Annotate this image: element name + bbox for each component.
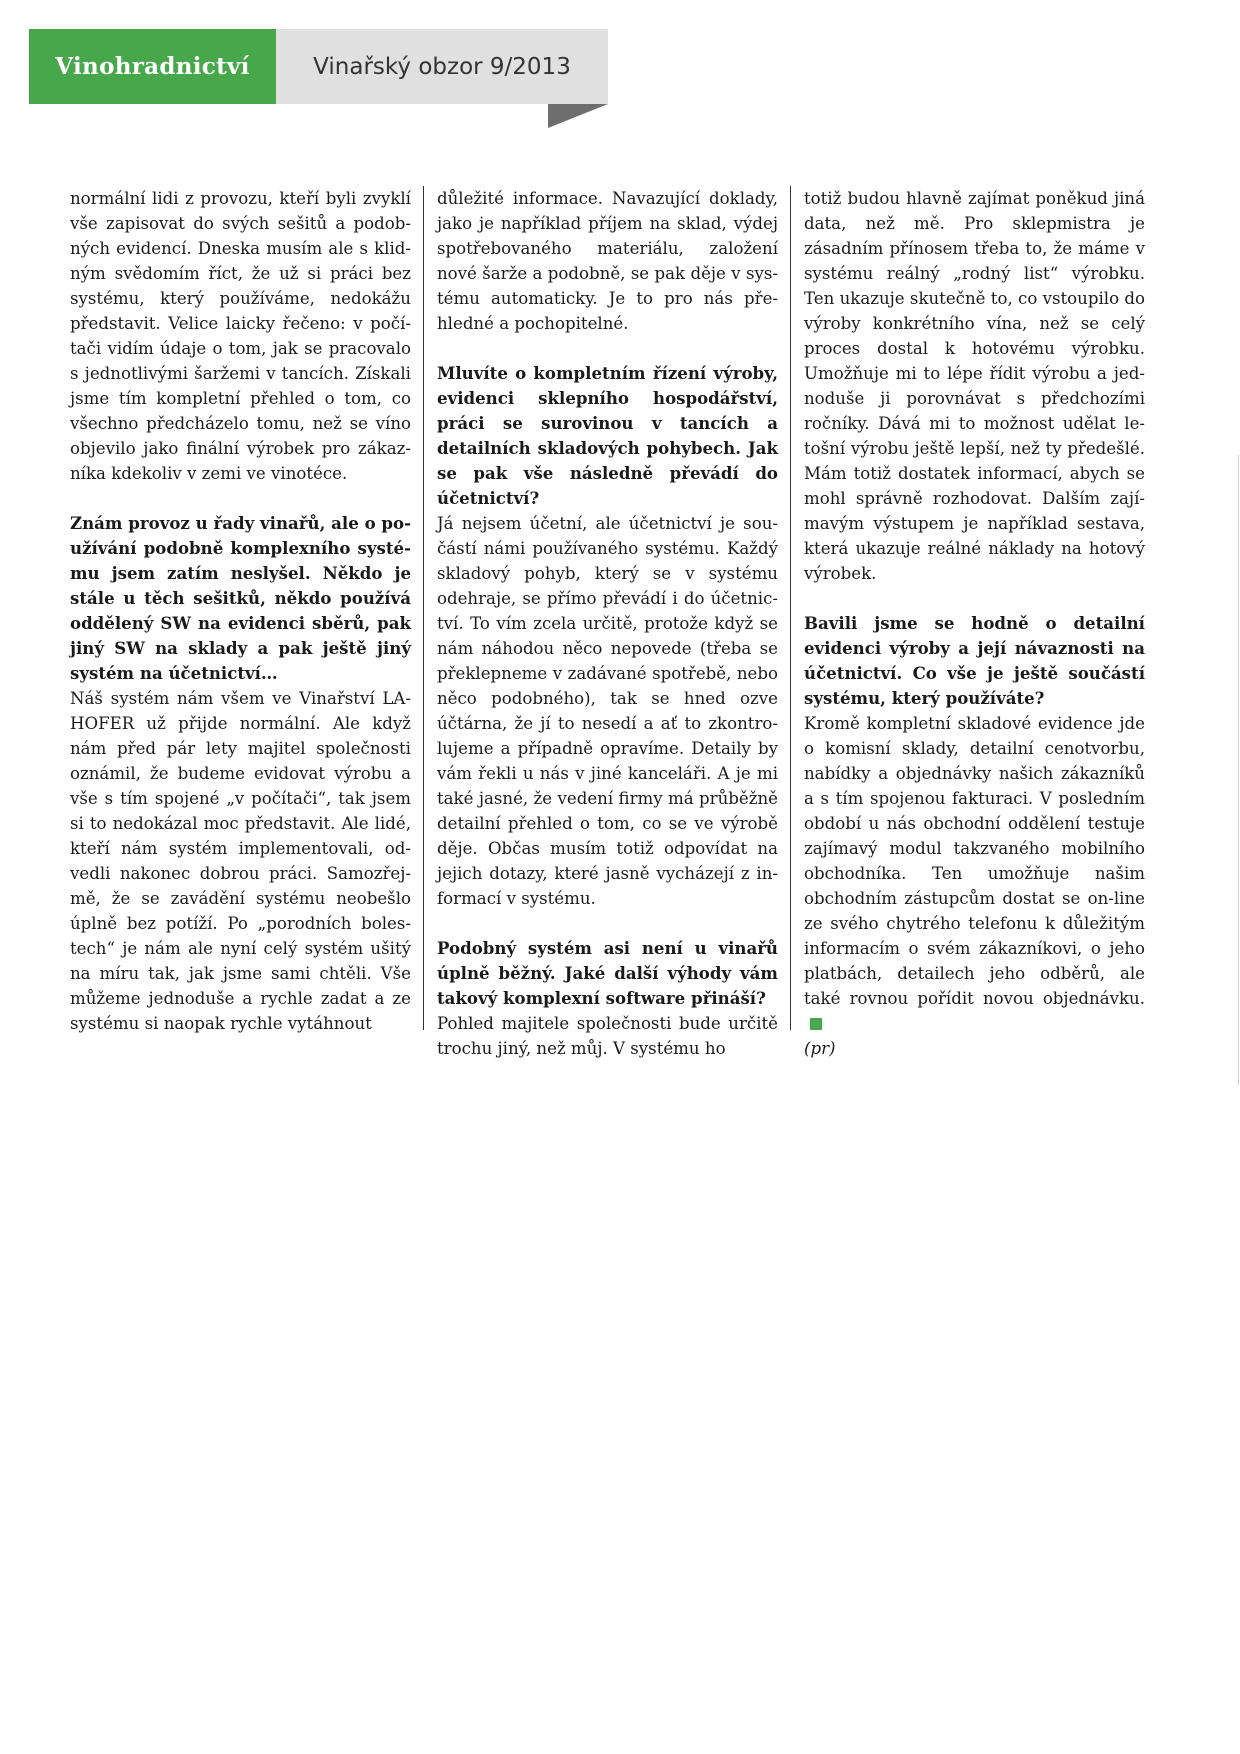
header-corner-triangle: [548, 104, 608, 128]
interview-question: Znám provoz u řady vinařů, ale o používání podobně komplexního systému jsem zatím neslyšel. Někdo je stále u těch sešitků, někdo používá oddělený SW na evidenci sběrů, pak jiný SW na sklady a pak ještě jiný systém na účetnictví…: [70, 513, 411, 683]
interview-question: Mluvíte o kompletním řízení výroby, evidenci sklepního hospodářství, práci se surovinou v tancích a detailních skladových pohybech. Jak se pak vše následně převádí do účetnictví?: [437, 363, 778, 508]
issue-label: Vinařský obzor 9/2013: [276, 29, 608, 104]
column-divider: [790, 186, 791, 1030]
paragraph: Pohled majitele společnosti bude určitě trochu jiný, než můj. V systému ho: [437, 1014, 778, 1058]
page-edge-line: [1238, 455, 1239, 1085]
paragraph-last: [804, 711, 1145, 1036]
paragraph-text: Kromě kompletní skladové evidence jde o komisní sklady, detailní cenotvorbu, nabídky a objednávky našich zákazníků a s tím spojenou fakturaci. V posledním období u nás obchodní oddělení testuje zajímavý modul takzvaného mobilního obchodníka. Ten umožňuje našim obchodním zástupcům dostat se on-line ze svého chytrého telefonu k důležitým informacím o svém zákazníkovi, o jeho platbách, detailech jeho odběrů, ale také rovnou pořídit novou objednávku.: [804, 714, 1145, 1008]
paragraph: důležité informace. Navazující doklady, jako je například příjem na sklad, výdej spotřebovaného materiálu, založení nové šarže a podobně, se pak děje v systému automaticky. Je to pro nás přehledné a pochopitelné.: [437, 189, 778, 333]
section-label: Vinohradnictví: [29, 29, 276, 104]
article-column-2: [437, 186, 778, 1061]
interview-question: Podobný systém asi není u vinařů úplně běžný. Jaké další výhody vám takový komplexní software přináší?: [437, 938, 778, 1008]
interview-question: Bavili jsme se hodně o detailní evidenci výroby a její návaznosti na účetnictví. Co vše je ještě součástí systému, který používáte?: [804, 613, 1145, 708]
column-divider: [423, 186, 424, 1030]
paragraph: Náš systém nám všem ve Vinařství LAHOFER už přijde normální. Ale když nám před pár lety majitel společnosti oznámil, že budeme evidovat výrobu a vše s tím spojené „v počítači“, tak jsem si to nedokázal moc představit. Ale lidé, kteří nám systém implementovali, odvedli nakonec dobrou práci. Samozřejmě, že se zavádění systému neobešlo úplně bez potíží. Po „porodních bolestech“ je nám ale nyní celý systém ušitý na míru tak, jak jsme sami chtěli. Vše můžeme jednoduše a rychle zadat a ze systému si naopak rychle vytáhnout: [70, 689, 411, 1033]
paragraph: Já nejsem účetní, ale účetnictví je součástí námi používaného systému. Každý skladový pohyb, který se v systému odehraje, se přímo převádí i do účetnictví. To vím zcela určitě, protože když se nám náhodou něco nepovede (třeba se překlepneme v zadávané spotřebě, nebo něco podobného), tak se hned ozve účtárna, že jí to nesedí a ať to zkontrolujeme a případně opravíme. Detaily by vám řekli u nás v jiné kanceláři. A je mi také jasné, že vedení firmy má průběžně detailní přehled o tom, co se ve výrobě děje. Občas musím totiž odpovídat na jejich dotazy, které jasně vycházejí z informací v systému.: [437, 514, 778, 908]
paragraph: normální lidi z provozu, kteří byli zvyklí vše zapisovat do svých sešitů a podobných evidencí. Dneska musím ale s klidným svědomím říct, že už si práci bez systému, který používáme, nedokážu představit. Velice laicky řečeno: v počítači vidím údaje o tom, jak se pracovalo s jednotlivými šaržemi v tancích. Získali jsme tím kompletní přehled o tom, co všechno předcházelo tomu, než se víno objevilo jako finální výrobek pro zákazníka kdekoliv v zemi ve vinotéce.: [70, 189, 411, 483]
article-column-1: [70, 186, 411, 1036]
author-initials: (pr): [804, 1039, 836, 1058]
paragraph: totiž budou hlavně zajímat poněkud jiná data, než mě. Pro sklepmistra je zásadním přínosem třeba to, že máme v systému reálný „rodný list“ výrobku. Ten ukazuje skutečně to, co vstoupilo do výroby konkrétního vína, než se celý proces dostal k hotovému výrobku. Umožňuje mi to lépe řídit výrobu a jednoduše ji porovnávat s předchozími ročníky. Dává mi to možnost udělat letošní výrobu ještě lepší, než ty předešlé. Mám totiž dostatek informací, abych se mohl správně rozhodovat. Dalším zajímavým výstupem je například sestava, která ukazuje reálné náklady na hotový výrobek.: [804, 189, 1145, 583]
article-column-3: [804, 186, 1145, 1061]
end-mark-square-icon: [810, 1018, 822, 1030]
